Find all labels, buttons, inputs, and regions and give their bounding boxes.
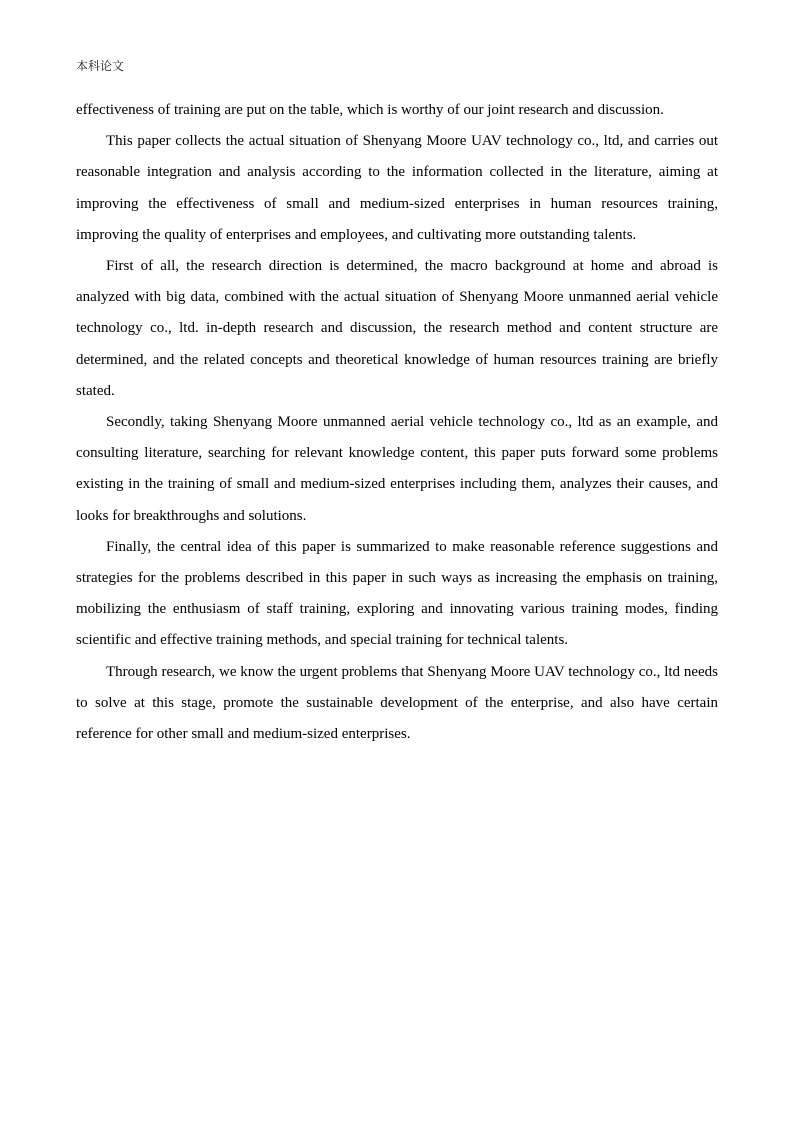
paragraph-scope: This paper collects the actual situation of Shenyang Moore UAV technology co., ltd, and carries out reasonable integration and analysis according to the information collected in the literature, aiming at improving the effectiveness of small and medium-sized enterprises in human resources training, improving the quality of enterprises and employees, and cultivating more outstanding talents.: [76, 133, 718, 243]
paragraph-first: First of all, the research direction is determined, the macro background at home and abroad is analyzed with big data, combined with the actual situation of Shenyang Moore unmanned aerial vehicle technology co., ltd. in-depth research and discussion, the research method and content structure are determined, and the related concepts and theoretical knowledge of human resources training are briefly stated.: [76, 258, 718, 399]
paragraph-second: Secondly, taking Shenyang Moore unmanned aerial vehicle technology co., ltd as an example, and consulting literature, searching for relevant knowledge content, this paper puts forward some problems existing in the training of small and medium-sized enterprises including them, analyzes their causes, and looks for breakthroughs and solutions.: [76, 414, 718, 524]
paragraph-finally: Finally, the central idea of this paper is summarized to make reasonable reference suggestions and strategies for the problems described in this paper in such ways as increasing the emphasis on training, mobilizing the enthusiasm of staff training, exploring and innovating various training modes, finding scientific and effective training methods, and special training for technical talents.: [76, 538, 718, 649]
paragraph-conclusion: Through research, we know the urgent problems that Shenyang Moore UAV technology co., ltd needs to solve at this stage, promote the sustainable development of the enterprise, and also have certain reference for other small and medium-sized enterprises.: [76, 663, 718, 743]
running-header: 本科论文: [76, 59, 125, 73]
document-body: [76, 95, 718, 750]
header-divider: [76, 82, 717, 83]
paragraph-continued: effectiveness of training are put on the table, which is worthy of our joint research and discussion.: [76, 102, 664, 118]
